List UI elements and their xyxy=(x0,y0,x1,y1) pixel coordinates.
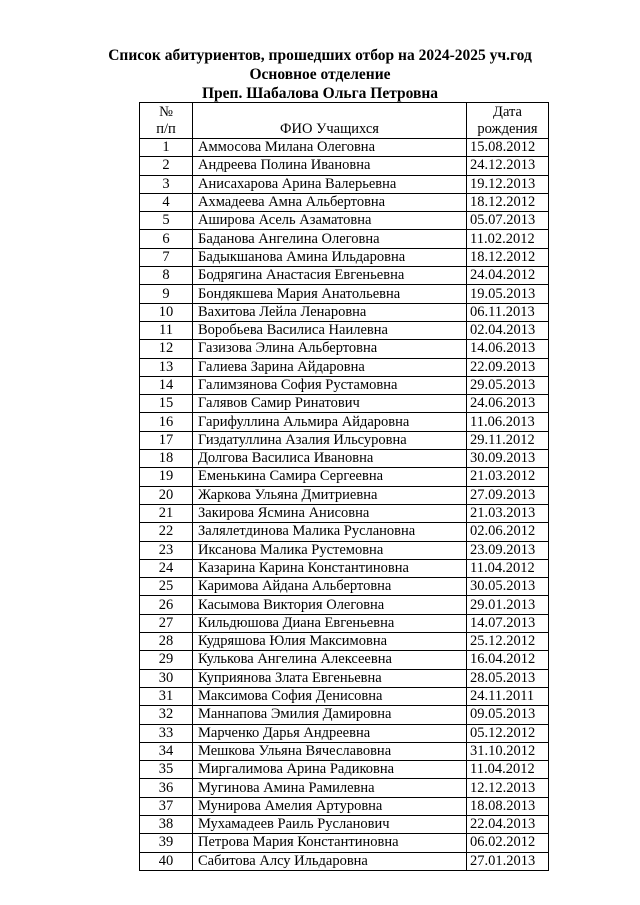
table-row xyxy=(140,724,549,742)
student-name-cell: Галимзянова София Рустамовна xyxy=(193,376,467,394)
table-row xyxy=(140,139,549,157)
row-number-cell: 39 xyxy=(140,834,193,852)
birth-date-cell: 16.04.2012 xyxy=(467,651,549,669)
student-name-cell: Газизова Элина Альбертовна xyxy=(193,340,467,358)
row-number-cell: 35 xyxy=(140,761,193,779)
table-row xyxy=(140,267,549,285)
teacher-heading: Преп. Шабалова Ольга Петровна xyxy=(201,85,439,102)
birth-date-cell: 24.04.2012 xyxy=(467,267,549,285)
birth-date-cell: 24.12.2013 xyxy=(467,157,549,175)
table-body xyxy=(140,139,549,871)
table-row xyxy=(140,797,549,815)
birth-date-cell: 27.09.2013 xyxy=(467,486,549,504)
birth-date-cell: 21.03.2012 xyxy=(467,468,549,486)
row-number-cell: 10 xyxy=(140,303,193,321)
student-name-cell: Касымова Виктория Олеговна xyxy=(193,596,467,614)
table-row xyxy=(140,669,549,687)
table-row xyxy=(140,340,549,358)
table-row xyxy=(140,614,549,632)
student-name-cell: Долгова Василиса Ивановна xyxy=(193,450,467,468)
row-number-cell: 28 xyxy=(140,633,193,651)
table-row xyxy=(140,852,549,870)
birth-date-cell: 22.04.2013 xyxy=(467,815,549,833)
row-number-cell: 7 xyxy=(140,248,193,266)
student-name-cell: Мунирова Амелия Артуровна xyxy=(193,797,467,815)
birth-date-cell: 05.07.2013 xyxy=(467,212,549,230)
row-number-cell: 36 xyxy=(140,779,193,797)
row-number-cell: 23 xyxy=(140,541,193,559)
row-number-cell: 17 xyxy=(140,431,193,449)
department-heading: Основное отделение xyxy=(249,66,391,83)
student-name-cell: Маннапова Эмилия Дамировна xyxy=(193,706,467,724)
row-number-cell: 25 xyxy=(140,578,193,596)
table-row xyxy=(140,248,549,266)
row-number-cell: 1 xyxy=(140,139,193,157)
birth-date-cell: 22.09.2013 xyxy=(467,358,549,376)
student-name-cell: Жаркова Ульяна Дмитриевна xyxy=(193,486,467,504)
student-name-cell: Залялетдинова Малика Руслановна xyxy=(193,523,467,541)
birth-date-cell: 05.12.2012 xyxy=(467,724,549,742)
student-name-cell: Казарина Карина Константиновна xyxy=(193,559,467,577)
table-row xyxy=(140,504,549,522)
row-number-cell: 12 xyxy=(140,340,193,358)
student-name-cell: Еменькина Самира Сергеевна xyxy=(193,468,467,486)
table-row xyxy=(140,578,549,596)
table-row xyxy=(140,431,549,449)
table-row xyxy=(140,285,549,303)
column-header-number-line1: № xyxy=(159,104,173,120)
birth-date-cell: 11.06.2013 xyxy=(467,413,549,431)
table-row xyxy=(140,834,549,852)
column-header-date xyxy=(467,103,549,139)
student-name-cell: Мешкова Ульяна Вячеславовна xyxy=(193,742,467,760)
table-row xyxy=(140,523,549,541)
table-row xyxy=(140,376,549,394)
column-header-name: ФИО Учащихся xyxy=(193,103,467,139)
student-name-cell: Каримова Айдана Альбертовна xyxy=(193,578,467,596)
row-number-cell: 32 xyxy=(140,706,193,724)
table-row xyxy=(140,413,549,431)
row-number-cell: 26 xyxy=(140,596,193,614)
student-name-cell: Аширова Асель Азаматовна xyxy=(193,212,467,230)
row-number-cell: 11 xyxy=(140,321,193,339)
table-row xyxy=(140,468,549,486)
row-number-cell: 20 xyxy=(140,486,193,504)
row-number-cell: 15 xyxy=(140,395,193,413)
student-name-cell: Вахитова Лейла Ленаровна xyxy=(193,303,467,321)
student-name-cell: Галявов Самир Ринатович xyxy=(193,395,467,413)
row-number-cell: 19 xyxy=(140,468,193,486)
student-name-cell: Мухамадеев Раиль Русланович xyxy=(193,815,467,833)
document-title: Список абитуриентов, прошедших отбор на 2024-2025 уч.год xyxy=(108,47,532,64)
table-row xyxy=(140,541,549,559)
row-number-cell: 16 xyxy=(140,413,193,431)
birth-date-cell: 29.05.2013 xyxy=(467,376,549,394)
student-name-cell: Марченко Дарья Андреевна xyxy=(193,724,467,742)
table-row xyxy=(140,596,549,614)
row-number-cell: 34 xyxy=(140,742,193,760)
birth-date-cell: 27.01.2013 xyxy=(467,852,549,870)
student-name-cell: Бондякшева Мария Анатольевна xyxy=(193,285,467,303)
row-number-cell: 40 xyxy=(140,852,193,870)
student-name-cell: Гиздатуллина Азалия Ильсуровна xyxy=(193,431,467,449)
birth-date-cell: 29.01.2013 xyxy=(467,596,549,614)
student-name-cell: Куприянова Злата Евгеньевна xyxy=(193,669,467,687)
row-number-cell: 31 xyxy=(140,687,193,705)
student-name-cell: Петрова Мария Константиновна xyxy=(193,834,467,852)
student-name-cell: Воробьева Василиса Наилевна xyxy=(193,321,467,339)
birth-date-cell: 18.12.2012 xyxy=(467,193,549,211)
column-header-number-line2: п/п xyxy=(156,121,176,137)
table-row xyxy=(140,742,549,760)
table-row xyxy=(140,212,549,230)
birth-date-cell: 29.11.2012 xyxy=(467,431,549,449)
table-row xyxy=(140,321,549,339)
table-row xyxy=(140,157,549,175)
student-name-cell: Бодрягина Анастасия Евгеньевна xyxy=(193,267,467,285)
row-number-cell: 5 xyxy=(140,212,193,230)
table-row xyxy=(140,193,549,211)
row-number-cell: 30 xyxy=(140,669,193,687)
birth-date-cell: 02.04.2013 xyxy=(467,321,549,339)
birth-date-cell: 02.06.2012 xyxy=(467,523,549,541)
student-name-cell: Аммосова Милана Олеговна xyxy=(193,139,467,157)
birth-date-cell: 18.12.2012 xyxy=(467,248,549,266)
birth-date-cell: 09.05.2013 xyxy=(467,706,549,724)
student-name-cell: Максимова София Денисовна xyxy=(193,687,467,705)
column-header-date-line2: рождения xyxy=(477,121,538,137)
birth-date-cell: 24.06.2013 xyxy=(467,395,549,413)
table-row xyxy=(140,687,549,705)
birth-date-cell: 21.03.2013 xyxy=(467,504,549,522)
student-name-cell: Закирова Ясмина Анисовна xyxy=(193,504,467,522)
birth-date-cell: 19.12.2013 xyxy=(467,175,549,193)
row-number-cell: 27 xyxy=(140,614,193,632)
student-name-cell: Кильдюшова Диана Евгеньевна xyxy=(193,614,467,632)
birth-date-cell: 15.08.2012 xyxy=(467,139,549,157)
row-number-cell: 37 xyxy=(140,797,193,815)
birth-date-cell: 31.10.2012 xyxy=(467,742,549,760)
student-name-cell: Гарифуллина Альмира Айдаровна xyxy=(193,413,467,431)
birth-date-cell: 18.08.2013 xyxy=(467,797,549,815)
student-name-cell: Андреева Полина Ивановна xyxy=(193,157,467,175)
birth-date-cell: 25.12.2012 xyxy=(467,633,549,651)
student-name-cell: Баданова Ангелина Олеговна xyxy=(193,230,467,248)
student-name-cell: Кулькова Ангелина Алексеевна xyxy=(193,651,467,669)
student-name-cell: Сабитова Алсу Ильдаровна xyxy=(193,852,467,870)
table-row xyxy=(140,230,549,248)
birth-date-cell: 11.02.2012 xyxy=(467,230,549,248)
column-header-date-line1: Дата xyxy=(493,104,522,120)
students-table xyxy=(139,102,549,871)
table-row xyxy=(140,175,549,193)
row-number-cell: 9 xyxy=(140,285,193,303)
student-name-cell: Миргалимова Арина Радиковна xyxy=(193,761,467,779)
row-number-cell: 18 xyxy=(140,450,193,468)
student-name-cell: Галиева Зарина Айдаровна xyxy=(193,358,467,376)
row-number-cell: 13 xyxy=(140,358,193,376)
birth-date-cell: 14.07.2013 xyxy=(467,614,549,632)
row-number-cell: 4 xyxy=(140,193,193,211)
table-row xyxy=(140,633,549,651)
row-number-cell: 14 xyxy=(140,376,193,394)
birth-date-cell: 12.12.2013 xyxy=(467,779,549,797)
row-number-cell: 33 xyxy=(140,724,193,742)
birth-date-cell: 19.05.2013 xyxy=(467,285,549,303)
birth-date-cell: 06.02.2012 xyxy=(467,834,549,852)
table-row xyxy=(140,761,549,779)
row-number-cell: 2 xyxy=(140,157,193,175)
student-name-cell: Кудряшова Юлия Максимовна xyxy=(193,633,467,651)
row-number-cell: 6 xyxy=(140,230,193,248)
row-number-cell: 3 xyxy=(140,175,193,193)
table-row xyxy=(140,358,549,376)
row-number-cell: 21 xyxy=(140,504,193,522)
table-header-row xyxy=(140,103,549,139)
birth-date-cell: 23.09.2013 xyxy=(467,541,549,559)
table-row xyxy=(140,815,549,833)
student-name-cell: Анисахарова Арина Валерьевна xyxy=(193,175,467,193)
row-number-cell: 8 xyxy=(140,267,193,285)
table-row xyxy=(140,395,549,413)
table-row xyxy=(140,303,549,321)
row-number-cell: 29 xyxy=(140,651,193,669)
table-row xyxy=(140,706,549,724)
student-name-cell: Иксанова Малика Рустемовна xyxy=(193,541,467,559)
student-name-cell: Бадыкшанова Амина Ильдаровна xyxy=(193,248,467,266)
birth-date-cell: 06.11.2013 xyxy=(467,303,549,321)
birth-date-cell: 30.09.2013 xyxy=(467,450,549,468)
birth-date-cell: 11.04.2012 xyxy=(467,559,549,577)
birth-date-cell: 11.04.2012 xyxy=(467,761,549,779)
row-number-cell: 24 xyxy=(140,559,193,577)
birth-date-cell: 30.05.2013 xyxy=(467,578,549,596)
table-row xyxy=(140,450,549,468)
student-name-cell: Ахмадеева Амна Альбертовна xyxy=(193,193,467,211)
table-row xyxy=(140,559,549,577)
row-number-cell: 22 xyxy=(140,523,193,541)
student-name-cell: Мугинова Амина Рамилевна xyxy=(193,779,467,797)
table-row xyxy=(140,779,549,797)
table-row xyxy=(140,486,549,504)
table-row xyxy=(140,651,549,669)
birth-date-cell: 24.11.2011 xyxy=(467,687,549,705)
column-header-number xyxy=(140,103,193,139)
row-number-cell: 38 xyxy=(140,815,193,833)
birth-date-cell: 14.06.2013 xyxy=(467,340,549,358)
birth-date-cell: 28.05.2013 xyxy=(467,669,549,687)
